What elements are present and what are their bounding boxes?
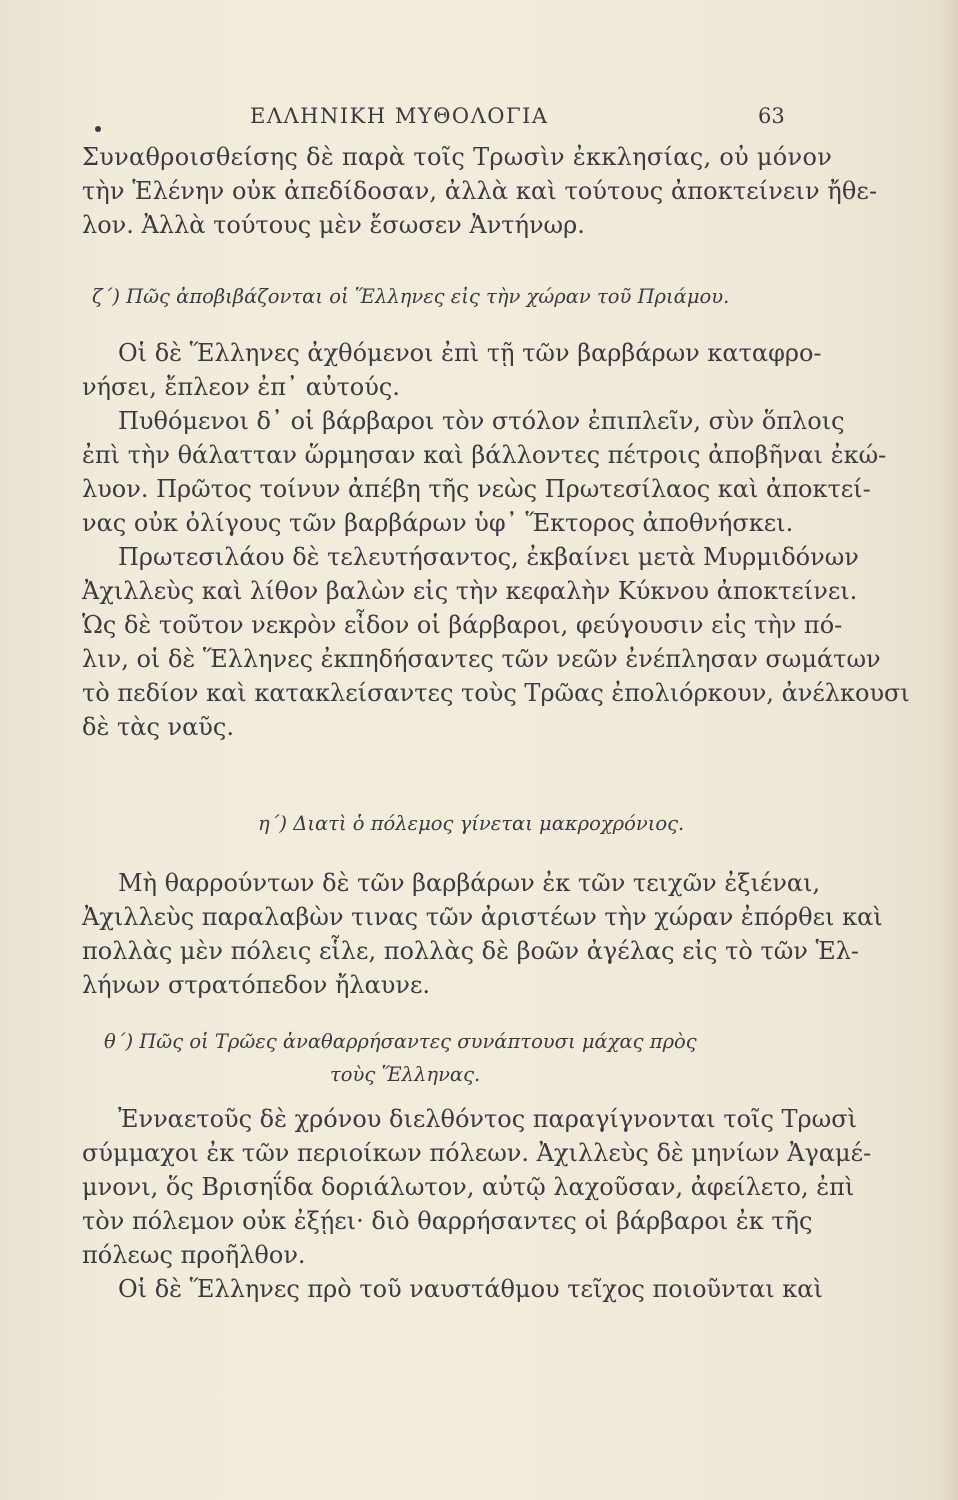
section-heading-theta-line1: θ΄) Πῶς οἱ Τρῶες ἀναθαρρήσαντες συνάπτουσι μάχας πρὸς bbox=[104, 1030, 697, 1053]
paragraph-trojans-battle bbox=[82, 1102, 872, 1306]
text-line: Ἀχιλλεὺς καὶ λίθον βαλὼν εἰς τὴν κεφαλὴν Κύκνου ἀποκτείνει. bbox=[82, 577, 858, 605]
text-line: νας οὐκ ὀλίγους τῶν βαρβάρων ὑφ᾽ Ἕκτορος ἀποθνήσκει. bbox=[82, 509, 794, 537]
text-line: πολλὰς μὲν πόλεις εἷλε, πολλὰς δὲ βοῶν ἀγέλας εἰς τὸ τῶν Ἑλ- bbox=[82, 937, 860, 965]
page-edge-shadow bbox=[940, 0, 958, 1500]
page-number: 63 bbox=[758, 104, 785, 128]
paragraph-assembly bbox=[82, 140, 878, 242]
section-heading-eta: η΄) Διατὶ ὁ πόλεμος γίνεται μακροχρόνιος. bbox=[258, 812, 685, 835]
text-line: Ἀχιλλεὺς παραλαβὼν τινας τῶν ἀριστέων τὴν χώραν ἐπόρθει καὶ bbox=[82, 903, 883, 931]
text-line: νήσει, ἔπλεον ἐπ᾽ αὐτούς. bbox=[82, 373, 400, 401]
text-line: Οἱ δὲ Ἕλληνες πρὸ τοῦ ναυστάθμου τεῖχος ποιοῦνται καὶ bbox=[118, 1275, 823, 1303]
text-line: λον. Ἀλλὰ τούτους μὲν ἔσωσεν Ἀντήνωρ. bbox=[82, 211, 585, 239]
text-line: Συναθροισθείσης δὲ παρὰ τοῖς Τρωσὶν ἐκκλησίας, οὐ μόνον bbox=[82, 143, 833, 171]
text-line: Οἱ δὲ Ἕλληνες ἀχθόμενοι ἐπὶ τῇ τῶν βαρβάρων καταφρο- bbox=[118, 339, 822, 367]
text-line: Πρωτεσιλάου δὲ τελευτήσαντος, ἐκβαίνει μετὰ Μυρμιδόνων bbox=[118, 543, 859, 571]
text-line: τὸν πόλεμον οὐκ ἐξῄει· διὸ θαρρήσαντες οἱ βάρβαροι ἐκ τῆς bbox=[82, 1207, 813, 1235]
text-line: τὸ πεδίον καὶ κατακλείσαντες τοὺς Τρῶας ἐπολιόρκουν, ἀνέλκουσι bbox=[82, 679, 910, 707]
text-line: μνονι, ὅς Βρισηΐδα δοριάλωτον, αὐτῷ λαχοῦσαν, ἀφείλετο, ἐπὶ bbox=[82, 1173, 855, 1201]
paragraph-long-war bbox=[82, 866, 883, 1002]
text-line: ἐπὶ τὴν θάλατταν ὥρμησαν καὶ βάλλοντες πέτροις ἀποβῆναι ἐκώ- bbox=[82, 441, 887, 469]
printer-dot bbox=[95, 126, 101, 132]
running-head bbox=[0, 104, 958, 134]
section-heading-zeta: ζ΄) Πῶς ἀποβιβάζονται οἱ Ἕλληνες εἰς τὴν χώραν τοῦ Πριάμου. bbox=[92, 285, 730, 308]
text-line: Ὡς δὲ τοῦτον νεκρὸν εἶδον οἱ βάρβαροι, φεύγουσιν εἰς τὴν πό- bbox=[82, 611, 843, 639]
text-line: Πυθόμενοι δ᾽ οἱ βάρβαροι τὸν στόλον ἐπιπλεῖν, σὺν ὅπλοις bbox=[118, 407, 845, 435]
text-line: λιν, οἱ δὲ Ἕλληνες ἐκπηδήσαντες τῶν νεῶν ἐνέπλησαν σωμάτων bbox=[82, 645, 881, 673]
text-line: δὲ τὰς ναῦς. bbox=[82, 713, 234, 741]
text-line: λήνων στρατόπεδον ἤλαυνε. bbox=[82, 971, 431, 999]
running-title: ΕΛΛΗΝΙΚΗ ΜΥΘΟΛΟΓΙΑ bbox=[250, 104, 549, 128]
paragraph-landing bbox=[82, 336, 910, 744]
section-heading-theta-line2: τοὺς Ἕλληνας. bbox=[330, 1063, 481, 1086]
text-line: τὴν Ἑλένην οὐκ ἀπεδίδοσαν, ἀλλὰ καὶ τούτους ἀποκτείνειν ἤθε- bbox=[82, 177, 878, 205]
text-line: λυον. Πρῶτος τοίνυν ἀπέβη τῆς νεὼς Πρωτεσίλαος καὶ ἀποκτεί- bbox=[82, 475, 871, 503]
text-line: σύμμαχοι ἐκ τῶν περιοίκων πόλεων. Ἀχιλλεὺς δὲ μηνίων Ἀγαμέ- bbox=[82, 1139, 872, 1167]
text-line: Ἐνναετοῦς δὲ χρόνου διελθόντος παραγίγνονται τοῖς Τρωσὶ bbox=[118, 1105, 858, 1133]
text-line: Μὴ θαρρούντων δὲ τῶν βαρβάρων ἐκ τῶν τειχῶν ἐξιέναι, bbox=[118, 869, 821, 897]
text-line: πόλεως προῆλθον. bbox=[82, 1241, 306, 1269]
